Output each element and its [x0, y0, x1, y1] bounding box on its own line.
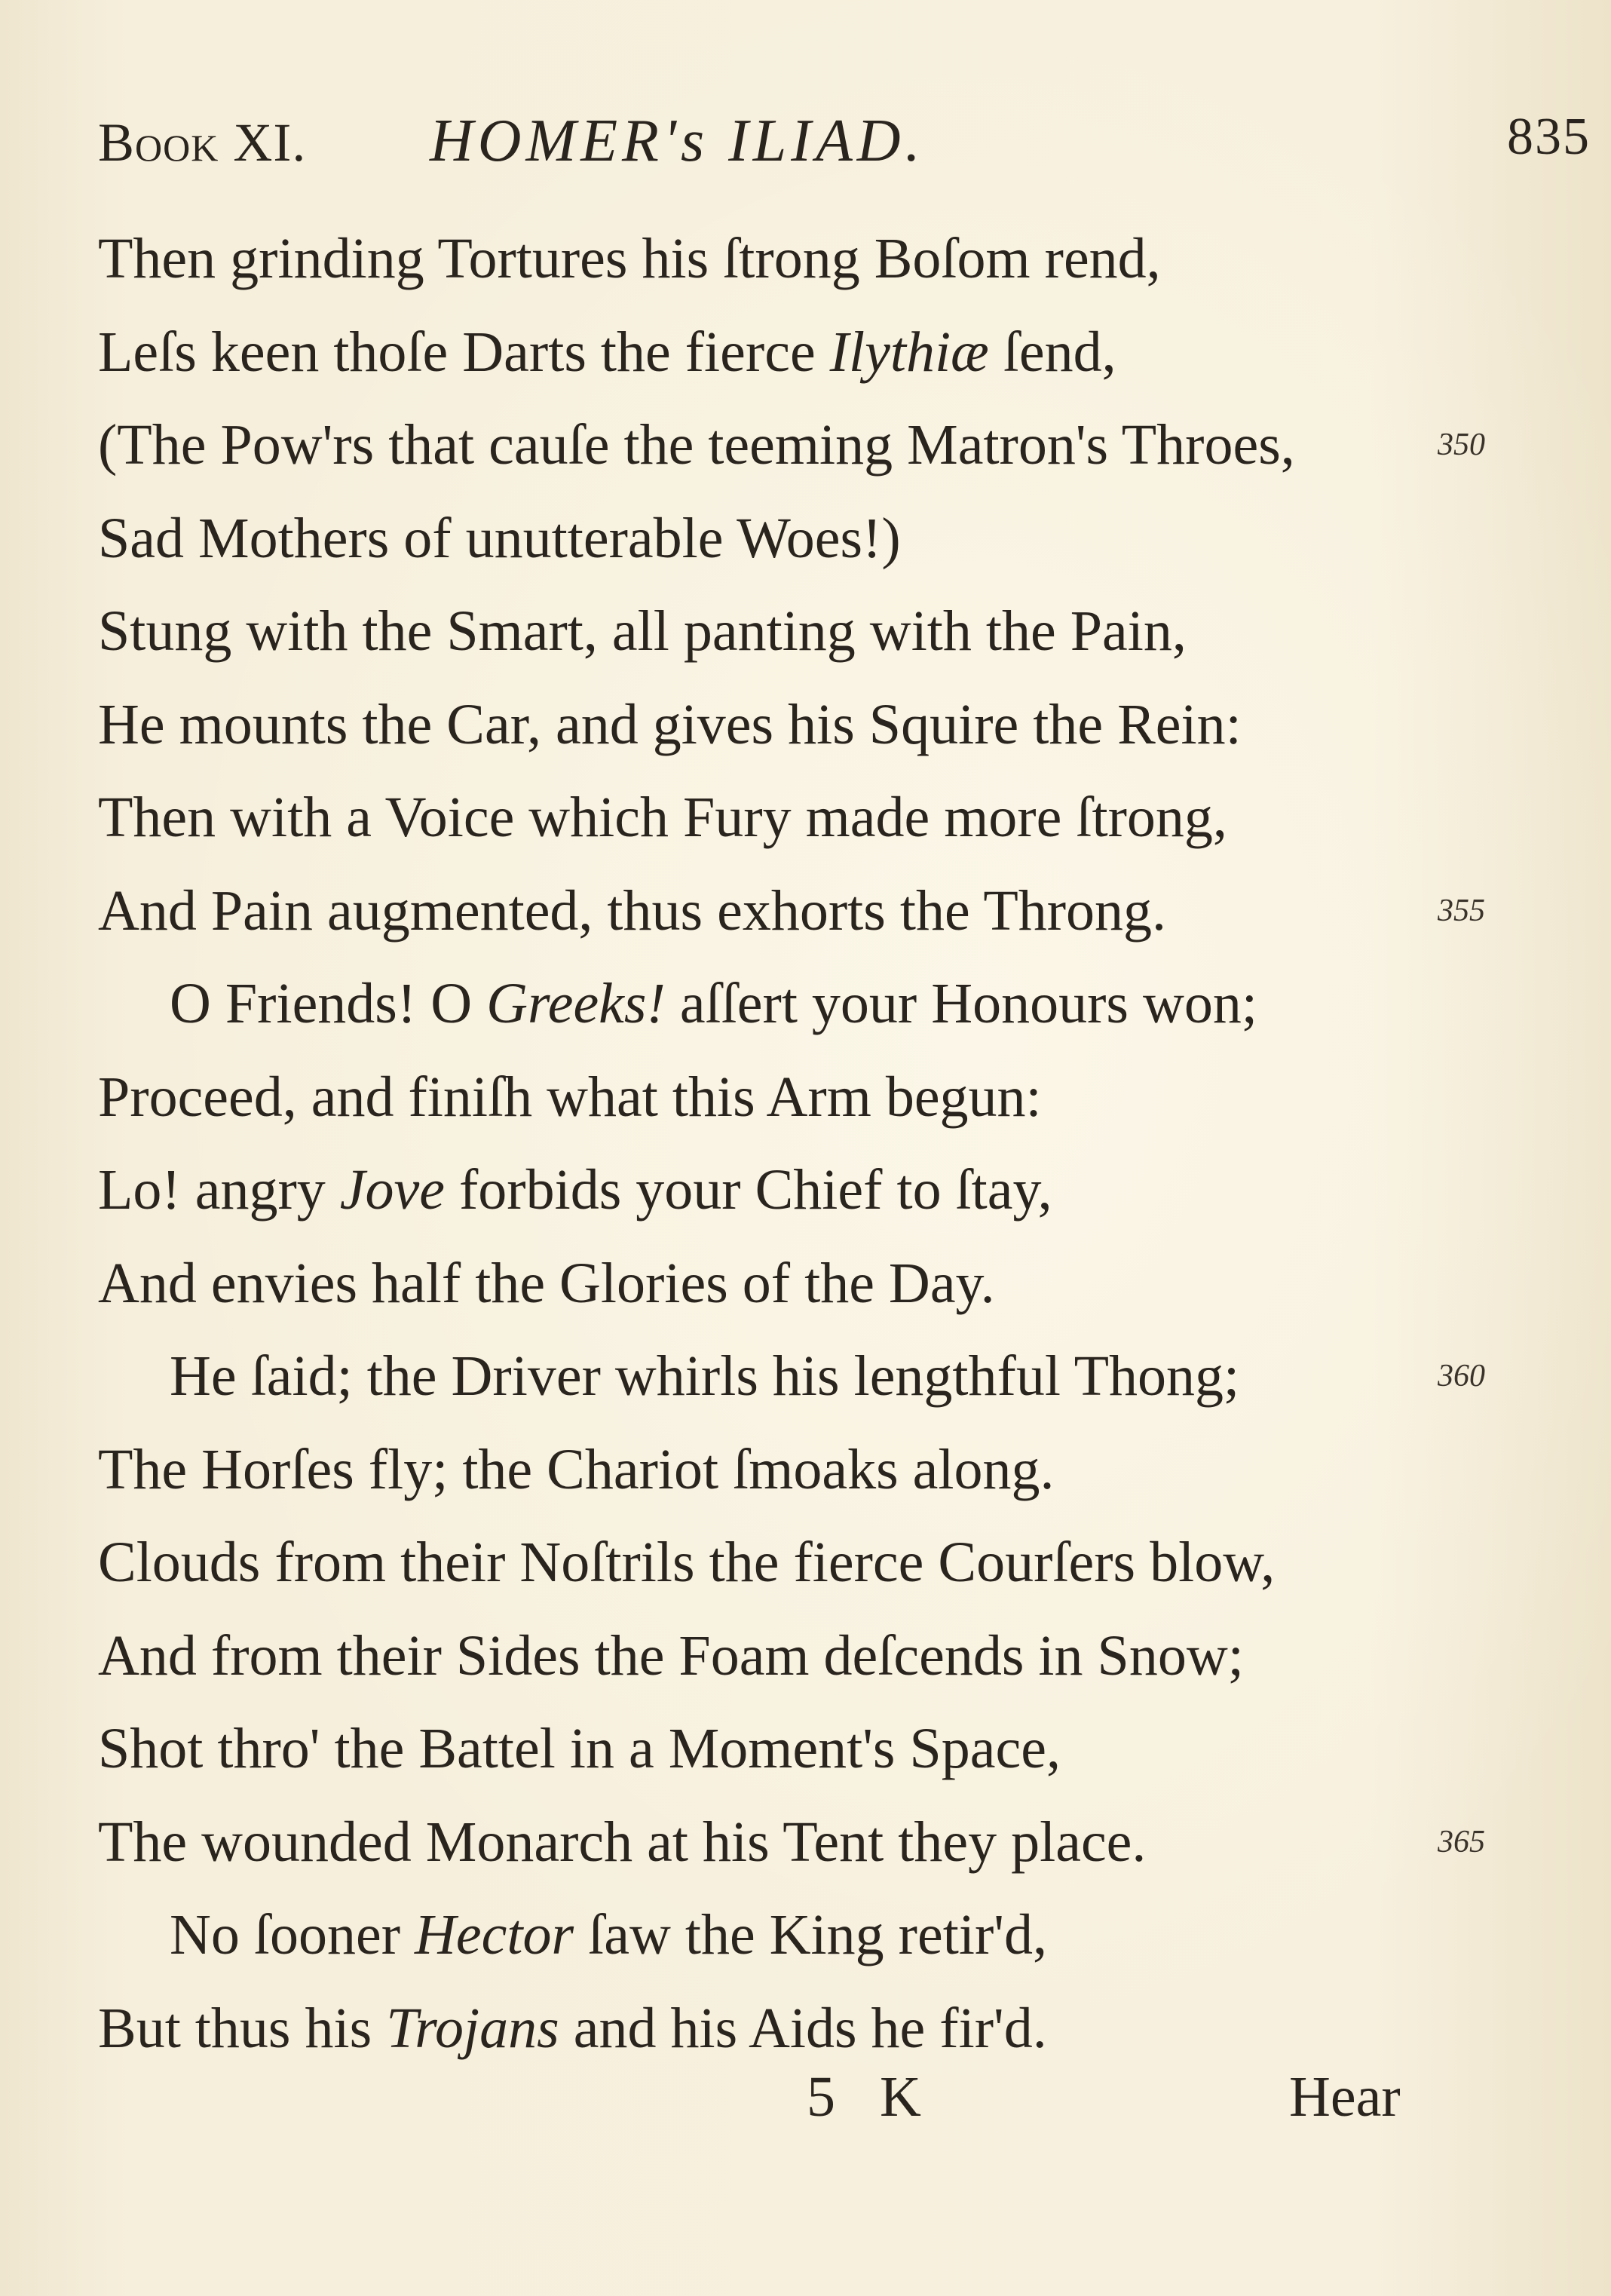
verse-text-roman-tail: forbids your Chief to ſtay, — [444, 1158, 1052, 1222]
line-number: 365 — [1438, 1824, 1485, 1859]
verse-text-roman: And from their Sides the Foam deſcends in Snow; — [98, 1623, 1244, 1688]
verse-text-italic: Ilythiæ — [829, 320, 989, 384]
verse-text-roman-tail: ſend, — [988, 320, 1116, 384]
verse-text — [98, 1252, 995, 1315]
verse-text — [98, 1344, 1239, 1408]
verse-text-roman: Shot thro' the Battel in a Moment's Space, — [98, 1717, 1061, 1780]
verse-line — [98, 1144, 1478, 1237]
verse-text-roman-tail: and his Aids he fir'd. — [559, 1996, 1047, 2060]
verse-text — [98, 1065, 1042, 1129]
verse-text — [98, 1158, 1052, 1222]
verse-text — [98, 1531, 1275, 1594]
verse-text-roman-tail: aſſert your Honours won; — [665, 972, 1258, 1035]
verse-line — [98, 492, 1478, 586]
verse-text-roman: Clouds from their Noſtrils the fierce Courſers blow, — [98, 1531, 1276, 1594]
verse-text-roman: And envies half the Glories of the Day. — [98, 1251, 995, 1315]
verse-line — [98, 1516, 1478, 1610]
verse-text — [98, 227, 1161, 290]
verse-line — [98, 1330, 1485, 1424]
verse-block — [98, 213, 1485, 2075]
verse-text-italic: Trojans — [386, 1996, 559, 2060]
running-title: HOMER's ILIAD. — [430, 108, 925, 174]
verse-text — [98, 320, 1116, 384]
verse-text — [98, 1624, 1244, 1688]
verse-line — [98, 399, 1485, 492]
verse-text-italic: Greeks! — [486, 972, 666, 1035]
verse-text-roman: Sad Mothers of unutterable Woes!) — [98, 506, 901, 570]
verse-text-roman: And Pain augmented, thus exhorts the Throng. — [98, 878, 1167, 943]
verse-text — [98, 507, 901, 570]
verse-text-roman: Proceed, and finiſh what this Arm begun: — [98, 1065, 1042, 1129]
verse-line — [98, 1982, 1478, 2076]
verse-line — [98, 1703, 1478, 1796]
verse-text-roman: The wounded Monarch at his Tent they place. — [98, 1810, 1147, 1874]
verse-text-italic: Jove — [339, 1158, 445, 1222]
verse-text-roman: He ſaid; the Driver whirls his lengthful Thong; — [170, 1344, 1240, 1408]
verse-text — [98, 599, 1187, 663]
verse-line — [98, 1796, 1485, 1890]
line-number: 355 — [1438, 893, 1485, 928]
verse-text — [98, 972, 1257, 1035]
verse-line — [98, 1610, 1478, 1703]
verse-text — [98, 786, 1227, 849]
line-number: 350 — [1438, 428, 1485, 462]
verse-text-roman-tail: ſaw the King retir'd, — [574, 1903, 1047, 1966]
running-book-label: Book XI. — [98, 112, 307, 173]
verse-text-roman: O Friends! O — [170, 972, 487, 1035]
verse-text-roman: Leſs keen thoſe Darts the fierce — [98, 320, 830, 384]
line-number: 360 — [1438, 1359, 1485, 1393]
verse-text — [98, 413, 1295, 477]
verse-text-roman: But thus his — [98, 1996, 387, 2060]
verse-text — [98, 693, 1242, 756]
verse-line — [98, 306, 1478, 400]
verse-text-roman: No ſooner — [170, 1903, 415, 1966]
verse-text-roman: The Horſes fly; the Chariot ſmoaks along. — [98, 1437, 1055, 1501]
verse-line — [98, 213, 1478, 306]
verse-text — [98, 1717, 1061, 1780]
verse-line — [98, 1237, 1478, 1331]
verse-text-roman: Lo! angry — [98, 1158, 340, 1222]
page-number: 835 — [1507, 108, 1591, 166]
verse-text-roman: Then grinding Tortures his ſtrong Boſom rend, — [98, 227, 1161, 290]
verse-line — [98, 865, 1485, 958]
verse-line — [98, 679, 1478, 772]
verse-text — [98, 879, 1166, 943]
verse-text-roman: Then with a Voice which Fury made more ſtrong, — [98, 786, 1227, 849]
verse-text — [98, 1810, 1146, 1874]
verse-text-roman: (The Pow'rs that cauſe the teeming Matron's Throes, — [98, 413, 1295, 477]
running-header — [98, 98, 1591, 181]
verse-line — [98, 771, 1478, 865]
verse-text-roman: Stung with the Smart, all panting with the Pain, — [98, 599, 1187, 663]
verse-text — [98, 1438, 1055, 1501]
verse-line — [98, 585, 1478, 679]
signature-mark: 5 K — [807, 2065, 936, 2129]
verse-text — [98, 1903, 1047, 1966]
verse-line — [98, 958, 1478, 1051]
verse-text-italic: Hector — [415, 1903, 574, 1966]
verse-line — [98, 1051, 1478, 1145]
verse-text — [98, 1997, 1047, 2060]
catchword: Hear — [1289, 2065, 1401, 2129]
verse-text-roman: He mounts the Car, and gives his Squire the Rein: — [98, 692, 1242, 756]
verse-line — [98, 1424, 1478, 1517]
verse-line — [98, 1889, 1478, 1982]
